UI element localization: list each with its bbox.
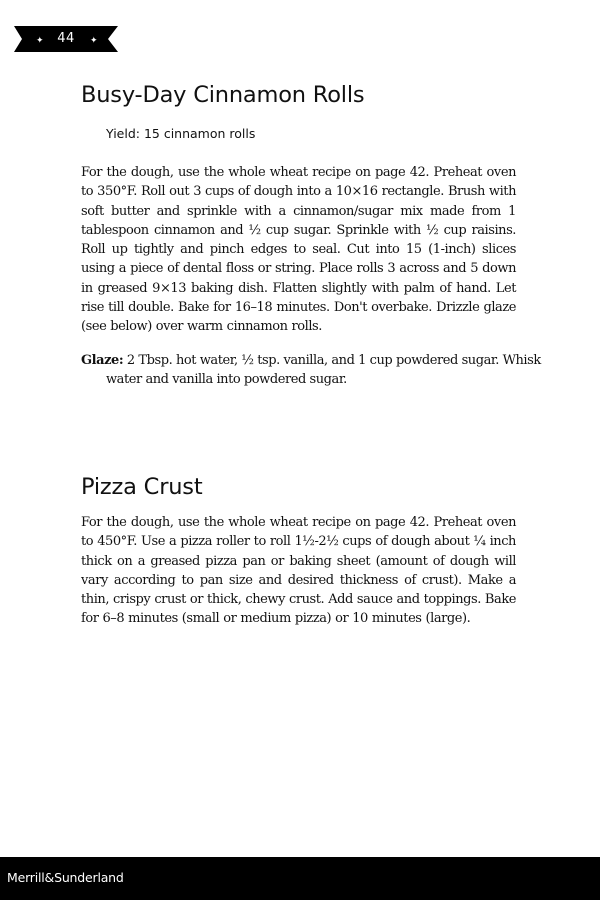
recipe-title-pizza-crust: Pizza Crust <box>81 474 203 500</box>
glaze-text: 2 Tbsp. hot water, ½ tsp. vanilla, and 1 cup powdered sugar. Whisk water and vanilla into powdered sugar. <box>106 353 541 388</box>
recipe-title-cinnamon-rolls: Busy-Day Cinnamon Rolls <box>81 82 365 108</box>
star-icon: ✦ <box>90 36 98 46</box>
recipe-instructions-pizza-crust: For the dough, use the whole wheat recipe on page 42. Preheat oven to 450°F. Use a pizza roller to roll 1½-2½ cups of dough about ¼ inch thick on a greased pizza pan or baking sheet (amount of dough will vary according to pan size and desired thickness of crust). Make a thin, crispy crust or thick, chewy crust. Add sauce and toppings. Bake for 6–8 minutes (small or medium pizza) or 10 minutes (large). <box>81 515 516 627</box>
footer-bar <box>0 857 600 900</box>
recipe-instructions-cinnamon-rolls: For the dough, use the whole wheat recipe on page 42. Preheat oven to 350°F. Roll out 3 cups of dough into a 10×16 rectangle. Brush with soft butter and sprinkle with a cinnamon/sugar mix made from 1 tablespoon cinnamon and ½ cup sugar. Sprinkle with ½ cup raisins. Roll up tightly and pinch edges to seal. Cut into 15 (1-inch) slices using a piece of dental floss or string. Place rolls 3 across and 5 down in greased 9×13 baking dish. Flatten slightly with palm of hand. Let rise till double. Bake for 16–18 minutes. Don't overbake. Drizzle glaze (see below) over warm cinnamon rolls. <box>81 165 516 335</box>
publisher-name: Merrill&Sunderland <box>7 870 124 885</box>
page-number: 44 <box>57 31 75 46</box>
star-icon: ✦ <box>36 36 44 46</box>
recipe-yield: Yield: 15 cinnamon rolls <box>106 126 256 141</box>
glaze-label: Glaze: <box>81 353 124 368</box>
glaze-note <box>81 351 551 390</box>
page-number-banner <box>14 26 118 52</box>
